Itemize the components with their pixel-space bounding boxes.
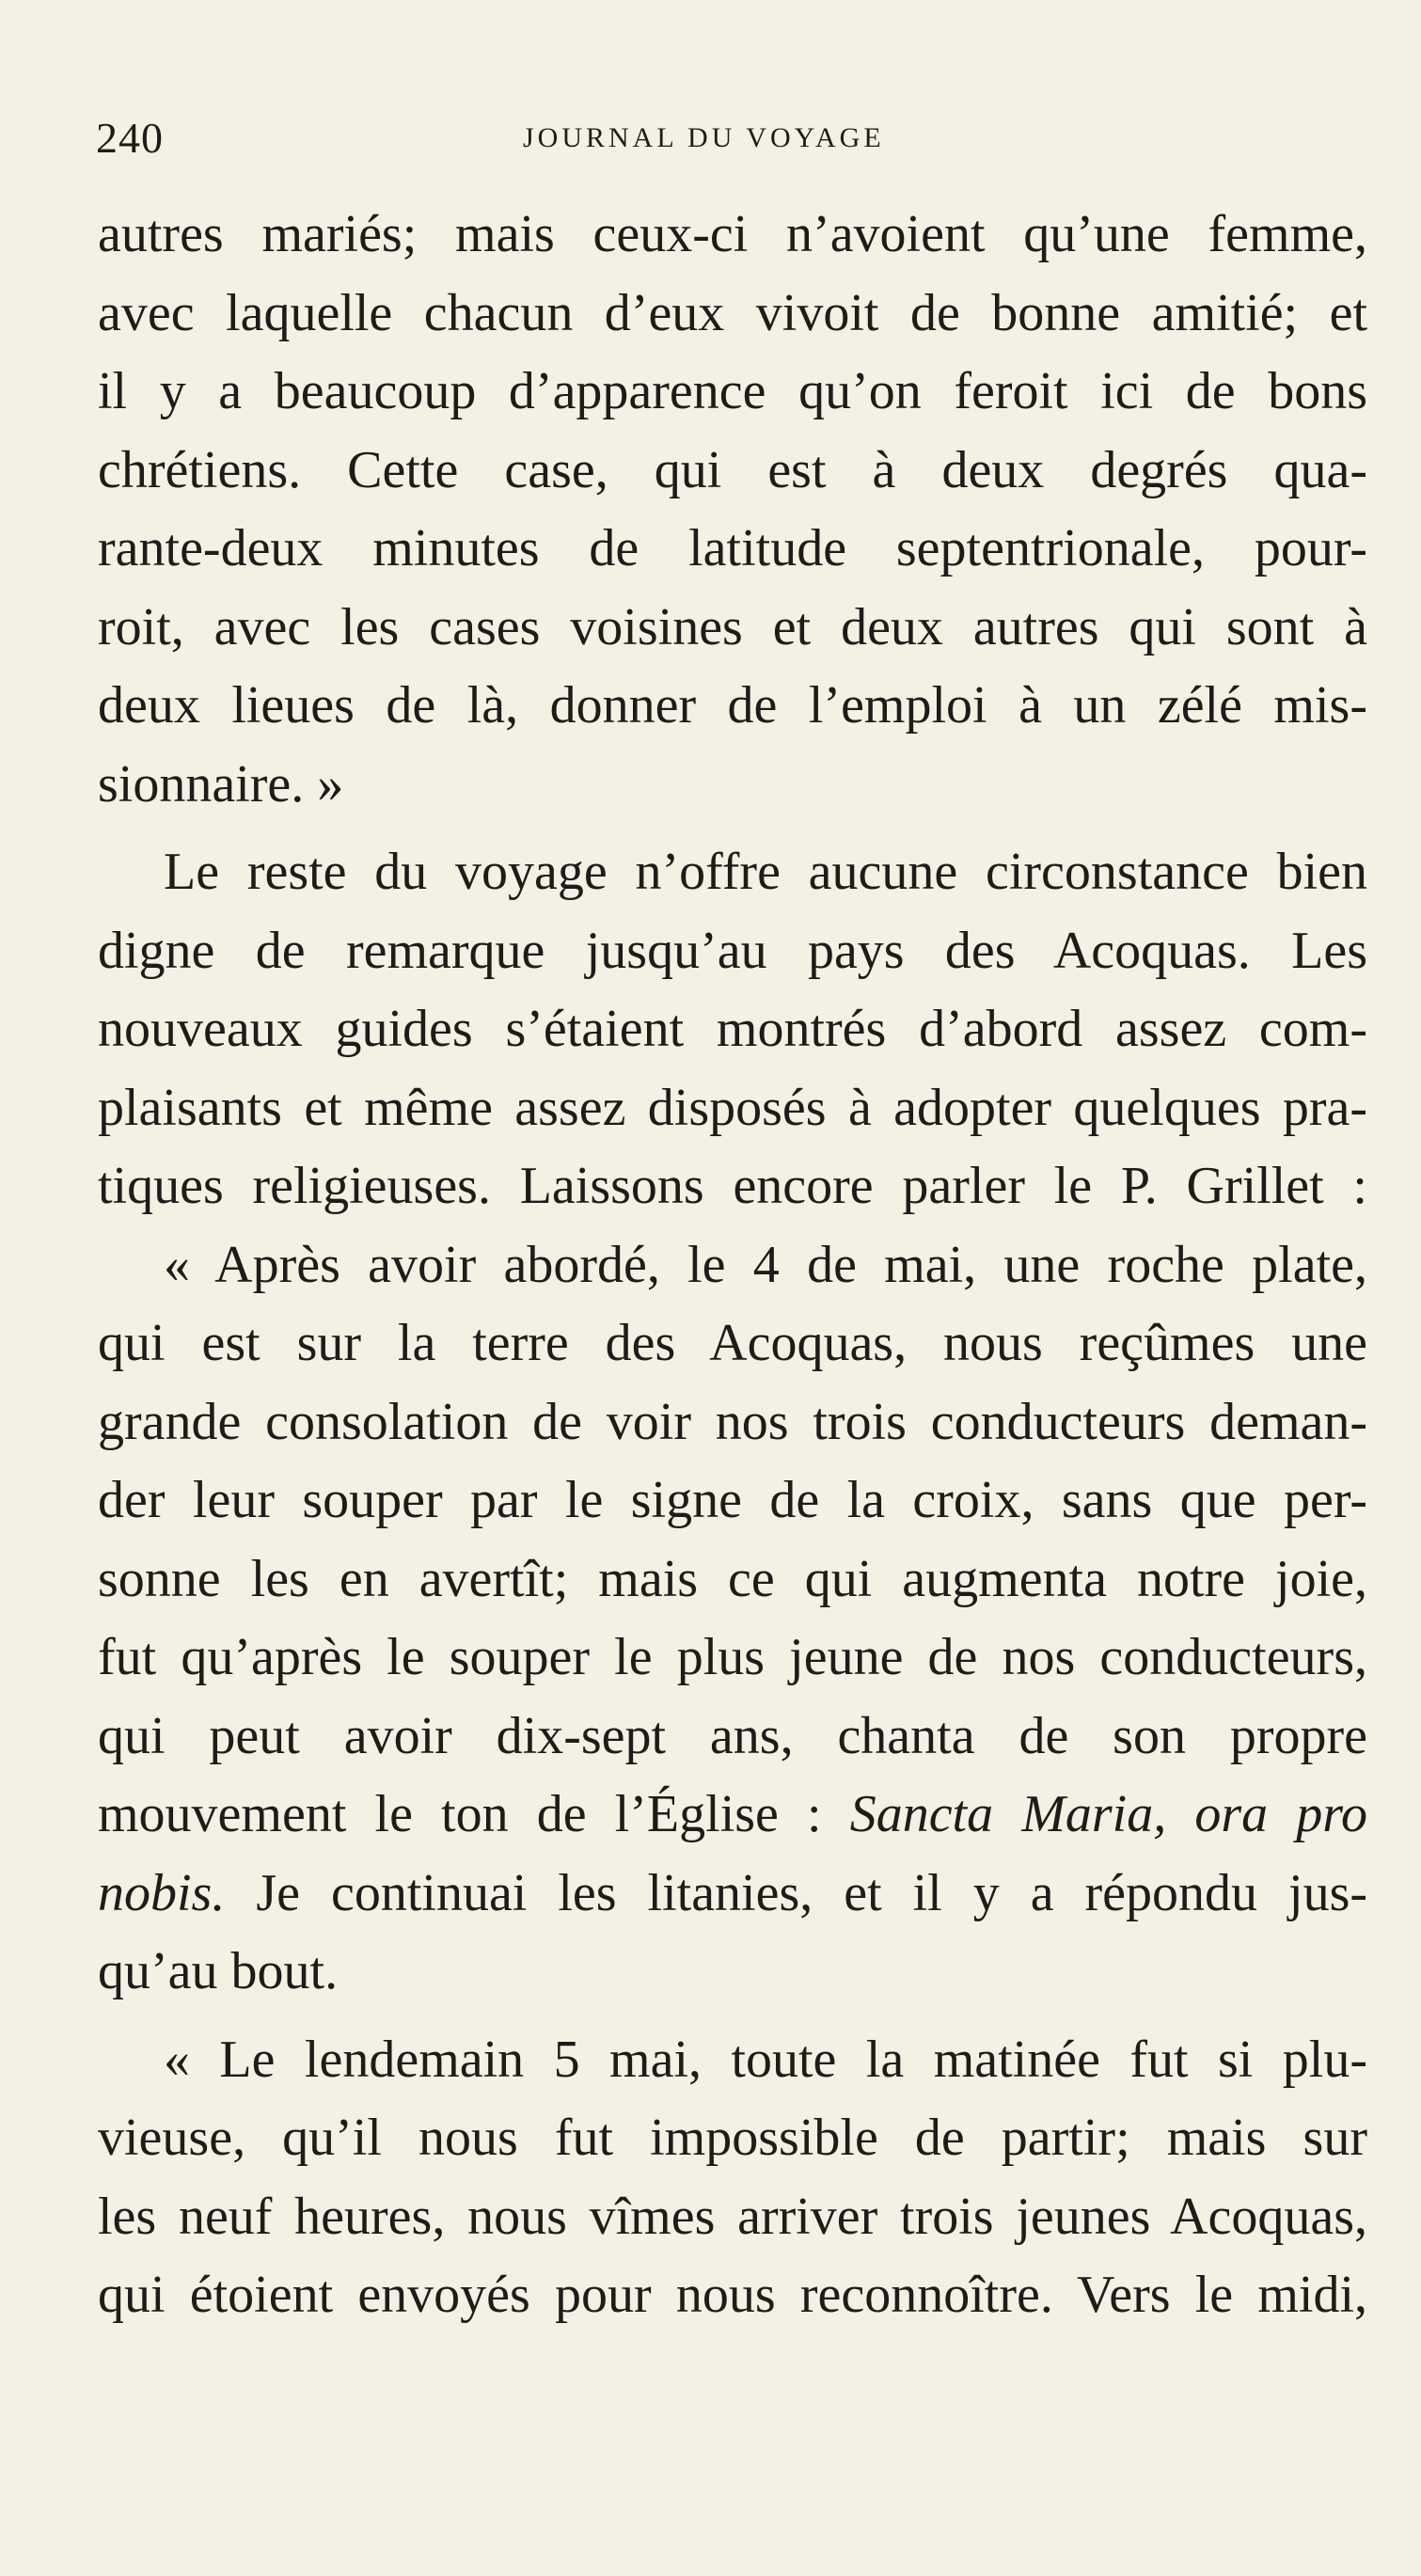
text-line: Le reste du voyage n’offre aucune circonstance bien	[164, 843, 1367, 901]
text-line	[98, 1855, 1367, 1934]
text-line: plaisants et même assez disposés à adopter quelques pra-	[98, 1078, 1367, 1137]
paragraph	[98, 833, 1367, 1226]
text-line: il y a beaucoup d’apparence qu’on feroit ici de bons	[98, 362, 1367, 420]
latin-phrase: Sancta Maria, ora pro	[849, 1785, 1367, 1843]
latin-phrase-end: nobis.	[98, 1863, 226, 1922]
paragraph	[98, 1226, 1367, 2012]
page-number: 240	[96, 114, 164, 162]
running-title: JOURNAL DU VOYAGE	[523, 122, 885, 153]
paragraph-gap	[98, 2012, 1367, 2021]
text-line: qui étoient envoyés pour nous reconnoître. Vers le midi,	[98, 2266, 1367, 2324]
text-line: sonne les en avertît; mais ce qui augmenta notre joie,	[98, 1549, 1367, 1608]
paragraph	[98, 2021, 1367, 2335]
text-line: der leur souper par le signe de la croix, sans que per-	[98, 1471, 1367, 1529]
text-line: les neuf heures, nous vîmes arriver trois jeunes Acoquas,	[98, 2187, 1367, 2246]
text-line: nouveaux guides s’étaient montrés d’abord assez com-	[98, 1000, 1367, 1058]
text-line: chrétiens. Cette case, qui est à deux degrés qua-	[98, 440, 1367, 499]
text-line: digne de remarque jusqu’au pays des Acoquas. Les	[98, 921, 1367, 980]
body-text	[98, 196, 1367, 2335]
text-line: tiques religieuses. Laissons encore parler le P. Grillet :	[98, 1157, 1367, 1215]
text-line: qu’au bout.	[98, 1942, 339, 2000]
text-line: roit, avec les cases voisines et deux autres qui sont à	[98, 597, 1367, 656]
text-line: autres mariés; mais ceux-ci n’avoient qu’une femme,	[98, 205, 1367, 263]
text-line: avec laquelle chacun d’eux vivoit de bonne amitié; et	[98, 283, 1367, 342]
text-line: qui est sur la terre des Acoquas, nous reçûmes une	[98, 1314, 1367, 1372]
text-line: rante-deux minutes de latitude septentrionale, pour-	[98, 519, 1367, 577]
paragraph	[98, 196, 1367, 824]
text-line: vieuse, qu’il nous fut impossible de partir; mais sur	[98, 2109, 1367, 2167]
text-segment: Je continuai les litanies, et il y a répondu jus-	[256, 1863, 1368, 1922]
page-header	[96, 105, 1356, 171]
text-line: fut qu’après le souper le plus jeune de nos conducteurs,	[98, 1628, 1367, 1686]
text-line: « Le lendemain 5 mai, toute la matinée fut si plu-	[164, 2030, 1367, 2089]
text-line: qui peut avoir dix-sept ans, chanta de son propre	[98, 1706, 1367, 1765]
text-line: « Après avoir abordé, le 4 de mai, une roche plate,	[164, 1235, 1367, 1294]
text-line: grande consolation de voir nos trois conducteurs deman-	[98, 1392, 1367, 1451]
text-line: deux lieues de là, donner de l’emploi à un zélé mis-	[98, 676, 1367, 735]
text-line: sionnaire. »	[98, 754, 344, 814]
text-line	[98, 1776, 1367, 1855]
text-segment: mouvement le ton de l’Église :	[98, 1785, 822, 1843]
paragraph-gap	[98, 824, 1367, 833]
